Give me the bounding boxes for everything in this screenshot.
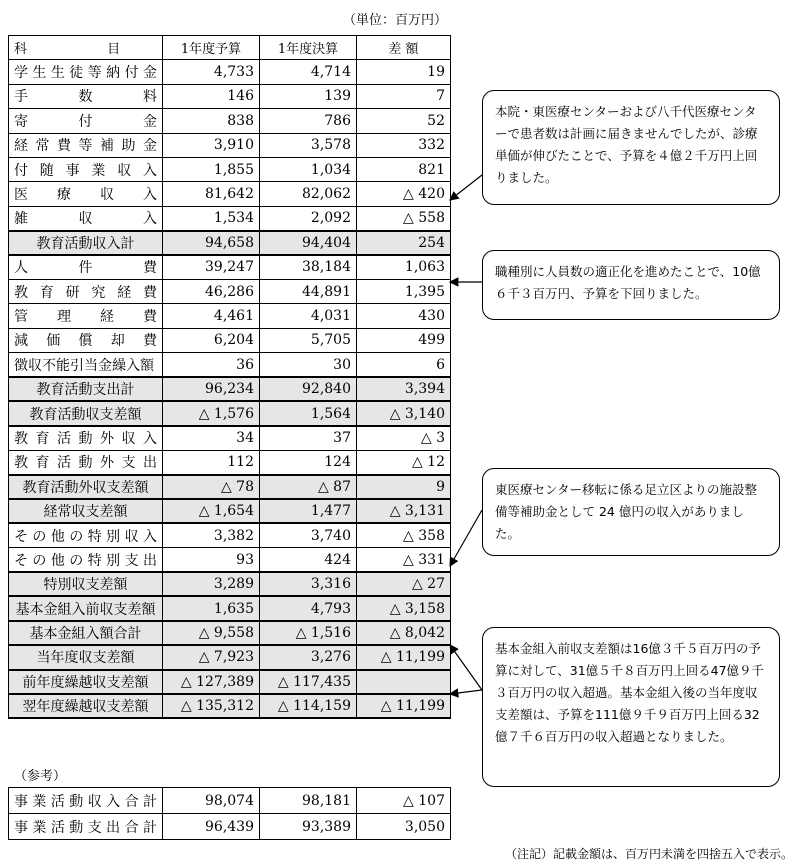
row-actual: 3,316 xyxy=(260,572,357,596)
row-label: 基本金組入額合計 xyxy=(9,621,163,645)
row-diff: 7 xyxy=(357,84,451,108)
row-budget: △ 135,312 xyxy=(163,694,260,718)
table-row xyxy=(9,426,451,450)
budget-table xyxy=(8,35,451,719)
row-actual: 38,184 xyxy=(260,255,357,279)
row-budget: △ 127,389 xyxy=(163,670,260,694)
row-label: 管理経費 xyxy=(9,304,163,328)
callout-balance: 基本金組入前収支差額は16億３千５百万円の予算に対して、31億５千８百万円上回る47億９千３百万円の収入超過。基本金組入後の当年度収支差額は、予算を111億９千９百万円上回る32億７千６百万円の収入超過となりました。 xyxy=(482,627,780,787)
row-diff: 332 xyxy=(357,133,451,157)
row-actual: 4,714 xyxy=(260,60,357,84)
arrow-medical xyxy=(450,175,482,200)
table-row xyxy=(9,670,451,694)
row-diff: △ 8,042 xyxy=(357,621,451,645)
row-diff: 19 xyxy=(357,60,451,84)
row-actual: 2,092 xyxy=(260,206,357,230)
table-row xyxy=(9,206,451,230)
table-row xyxy=(9,84,451,108)
row-label: 医療収入 xyxy=(9,182,163,206)
row-actual: 4,031 xyxy=(260,304,357,328)
row-label: 学生生徒等納付金 xyxy=(9,60,163,84)
row-actual: 92,840 xyxy=(260,377,357,401)
header-actual: 1年度決算 xyxy=(260,36,357,60)
row-label: 教育活動収入計 xyxy=(9,231,163,255)
row-actual: 1,034 xyxy=(260,157,357,181)
ref-diff: △ 107 xyxy=(357,788,451,814)
row-label: 経常収支差額 xyxy=(9,499,163,523)
row-label: 雑収入 xyxy=(9,206,163,230)
row-budget: 112 xyxy=(163,450,260,474)
row-budget: 34 xyxy=(163,426,260,450)
row-budget: 1,635 xyxy=(163,596,260,620)
table-row xyxy=(9,157,451,181)
row-diff: 3,394 xyxy=(357,377,451,401)
callout-medical-revenue: 本院・東医療センターおよび八千代医療センターで患者数は計画に届きませんでしたが、診療単価が伸びたことで、予算を４億２千万円上回りました。 xyxy=(482,90,780,205)
ref-actual: 93,389 xyxy=(260,814,357,840)
table-row xyxy=(9,182,451,206)
table-row xyxy=(9,548,451,572)
row-label: 教育研究経費 xyxy=(9,279,163,303)
row-budget: 46,286 xyxy=(163,279,260,303)
row-budget: △ 7,923 xyxy=(163,645,260,669)
ref-actual: 98,181 xyxy=(260,788,357,814)
row-budget: 4,733 xyxy=(163,60,260,84)
row-budget: 93 xyxy=(163,548,260,572)
row-budget: 36 xyxy=(163,353,260,377)
row-label: 寄付金 xyxy=(9,109,163,133)
header-subject: 科 目 xyxy=(9,36,163,60)
row-label: 教育活動支出計 xyxy=(9,377,163,401)
arrow-balance-2 xyxy=(450,690,482,694)
row-actual: 30 xyxy=(260,353,357,377)
row-actual: 139 xyxy=(260,84,357,108)
row-actual: △ 114,159 xyxy=(260,694,357,718)
row-actual: △ 87 xyxy=(260,475,357,499)
header-budget: 1年度予算 xyxy=(163,36,260,60)
row-label: 前年度繰越収支差額 xyxy=(9,670,163,694)
row-diff: △ 27 xyxy=(357,572,451,596)
ref-budget: 98,074 xyxy=(163,788,260,814)
row-budget: 6,204 xyxy=(163,328,260,352)
header-diff: 差 額 xyxy=(357,36,451,60)
ref-diff: 3,050 xyxy=(357,814,451,840)
reference-row xyxy=(9,814,451,840)
table-row xyxy=(9,304,451,328)
row-budget: 96,234 xyxy=(163,377,260,401)
table-row xyxy=(9,231,451,255)
table-row xyxy=(9,499,451,523)
row-label: 徴収不能引当金繰入額 xyxy=(9,353,163,377)
row-label: 教育活動外収支差額 xyxy=(9,475,163,499)
row-label: 教育活動収支差額 xyxy=(9,401,163,425)
table-row xyxy=(9,621,451,645)
row-label: 教育活動外収入 xyxy=(9,426,163,450)
row-diff: 821 xyxy=(357,157,451,181)
row-actual: △ 1,516 xyxy=(260,621,357,645)
row-actual: 124 xyxy=(260,450,357,474)
row-budget: 4,461 xyxy=(163,304,260,328)
row-budget: 3,910 xyxy=(163,133,260,157)
row-diff xyxy=(357,670,451,694)
row-actual: 3,740 xyxy=(260,523,357,547)
row-label: 人件費 xyxy=(9,255,163,279)
row-label: 特別収支差額 xyxy=(9,572,163,596)
row-diff: △ 3,131 xyxy=(357,499,451,523)
row-label: その他の特別収入 xyxy=(9,523,163,547)
arrow-balance-1 xyxy=(450,645,482,690)
row-diff: △ 11,199 xyxy=(357,694,451,718)
row-diff: 430 xyxy=(357,304,451,328)
table-row xyxy=(9,279,451,303)
row-diff: 6 xyxy=(357,353,451,377)
row-actual: 82,062 xyxy=(260,182,357,206)
footnote: （注記）記載金額は、百万円未満を四捨五入で表示。 xyxy=(504,847,793,861)
table-row xyxy=(9,328,451,352)
row-diff: 1,063 xyxy=(357,255,451,279)
row-diff: 52 xyxy=(357,109,451,133)
table-row xyxy=(9,353,451,377)
row-budget: △ 9,558 xyxy=(163,621,260,645)
ref-label: 事業活動支出合計 xyxy=(9,814,163,840)
row-budget: 3,382 xyxy=(163,523,260,547)
row-diff: △ 12 xyxy=(357,450,451,474)
row-budget: 146 xyxy=(163,84,260,108)
row-label: 基本金組入前収支差額 xyxy=(9,596,163,620)
row-budget: 1,855 xyxy=(163,157,260,181)
row-actual: 5,705 xyxy=(260,328,357,352)
row-diff: 254 xyxy=(357,231,451,255)
table-row xyxy=(9,133,451,157)
row-actual: 1,564 xyxy=(260,401,357,425)
row-diff: △ 420 xyxy=(357,182,451,206)
row-budget: △ 1,654 xyxy=(163,499,260,523)
row-actual: 37 xyxy=(260,426,357,450)
table-header-row xyxy=(9,36,451,60)
row-diff: △ 11,199 xyxy=(357,645,451,669)
row-diff: △ 3,158 xyxy=(357,596,451,620)
ref-label: 事業活動収入合計 xyxy=(9,788,163,814)
row-label: 教育活動外支出 xyxy=(9,450,163,474)
callout-personnel-cost: 職種別に人員数の適正化を進めたことで、10億６千３百万円、予算を下回りました。 xyxy=(482,250,780,320)
row-budget: △ 78 xyxy=(163,475,260,499)
row-diff: 1,395 xyxy=(357,279,451,303)
row-actual: △ 117,435 xyxy=(260,670,357,694)
table-row xyxy=(9,377,451,401)
row-diff: △ 3 xyxy=(357,426,451,450)
table-row xyxy=(9,450,451,474)
row-diff: △ 558 xyxy=(357,206,451,230)
row-actual: 94,404 xyxy=(260,231,357,255)
table-row xyxy=(9,694,451,718)
reference-label: （参考） xyxy=(14,769,67,784)
arrow-special xyxy=(450,510,482,566)
row-budget: 81,642 xyxy=(163,182,260,206)
table-row xyxy=(9,109,451,133)
row-actual: 3,276 xyxy=(260,645,357,669)
row-actual: 786 xyxy=(260,109,357,133)
row-diff: 499 xyxy=(357,328,451,352)
row-label: 減価償却費 xyxy=(9,328,163,352)
row-label: 翌年度繰越収支差額 xyxy=(9,694,163,718)
callout-special-revenue: 東医療センター移転に係る足立区よりの施設整備等補助金として 24 億円の収入がありました。 xyxy=(482,468,780,556)
row-label: その他の特別支出 xyxy=(9,548,163,572)
reference-table xyxy=(8,787,451,840)
table-row xyxy=(9,596,451,620)
row-budget: 838 xyxy=(163,109,260,133)
table-row xyxy=(9,475,451,499)
table-row xyxy=(9,572,451,596)
row-budget: 1,534 xyxy=(163,206,260,230)
table-row xyxy=(9,523,451,547)
row-budget: 39,247 xyxy=(163,255,260,279)
row-label: 当年度収支差額 xyxy=(9,645,163,669)
row-diff: △ 331 xyxy=(357,548,451,572)
table-row xyxy=(9,645,451,669)
reference-row xyxy=(9,788,451,814)
unit-label: （単位：百万円） xyxy=(343,13,448,28)
row-label: 経常費等補助金 xyxy=(9,133,163,157)
row-budget: 3,289 xyxy=(163,572,260,596)
row-actual: 44,891 xyxy=(260,279,357,303)
row-actual: 424 xyxy=(260,548,357,572)
row-budget: △ 1,576 xyxy=(163,401,260,425)
row-budget: 94,658 xyxy=(163,231,260,255)
ref-budget: 96,439 xyxy=(163,814,260,840)
row-diff: 9 xyxy=(357,475,451,499)
row-label: 付随事業収入 xyxy=(9,157,163,181)
row-diff: △ 3,140 xyxy=(357,401,451,425)
row-actual: 3,578 xyxy=(260,133,357,157)
row-actual: 4,793 xyxy=(260,596,357,620)
table-row xyxy=(9,255,451,279)
table-row xyxy=(9,401,451,425)
row-label: 手数料 xyxy=(9,84,163,108)
table-row xyxy=(9,60,451,84)
row-actual: 1,477 xyxy=(260,499,357,523)
row-diff: △ 358 xyxy=(357,523,451,547)
